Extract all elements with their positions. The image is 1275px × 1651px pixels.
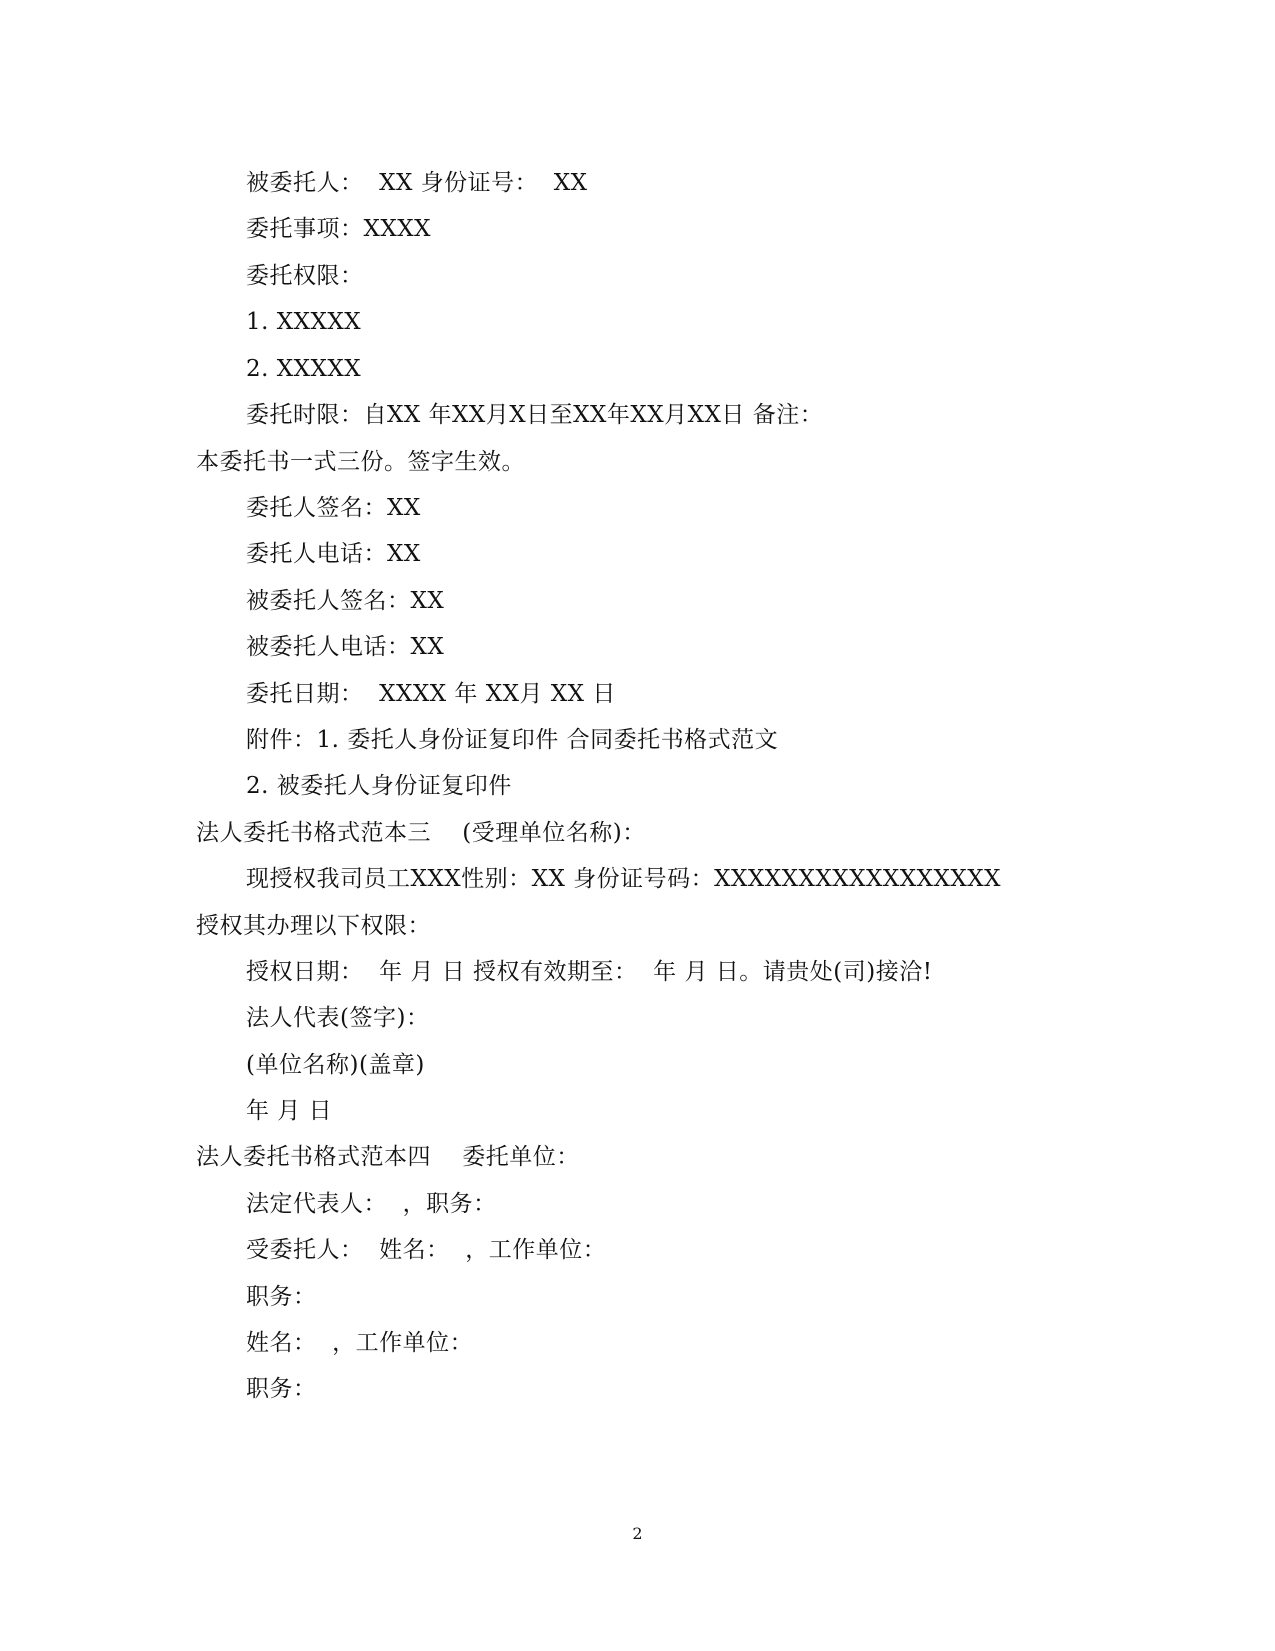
section-heading: 法人委托书格式范本四 委托单位： <box>196 1144 580 1170</box>
text-line: 2. 被委托人身份证复印件 <box>246 773 512 799</box>
section-heading: 法人委托书格式范本三 (受理单位名称)： <box>196 820 646 846</box>
text-line: 职务： <box>246 1376 317 1402</box>
text-line: 委托事项：XXXX <box>246 216 431 242</box>
text-line: 委托人电话：XX <box>246 541 421 567</box>
text-line: 职务： <box>246 1284 317 1310</box>
text-line: 1. XXXXX <box>246 309 362 335</box>
text-line: 委托人签名：XX <box>246 495 421 521</box>
text-line: 附件：1. 委托人身份证复印件 合同委托书格式范文 <box>246 727 779 753</box>
text-line: 2. XXXXX <box>246 356 362 382</box>
text-line: 授权其办理以下权限： <box>196 913 431 939</box>
text-line: 年 月 日 <box>246 1098 333 1124</box>
text-line: 委托时限：自XX 年XX月X日至XX年XX月XX日 备注： <box>246 402 824 428</box>
text-line: 受委托人： 姓名： ，工作单位： <box>246 1237 607 1263</box>
page-number: 2 <box>632 1524 643 1543</box>
text-line: 被委托人电话：XX <box>246 634 445 660</box>
text-line: 现授权我司员工XXX性别：XX 身份证号码：XXXXXXXXXXXXXXXXX <box>246 866 1002 892</box>
text-line: 被委托人签名：XX <box>246 588 445 614</box>
text-line: 法定代表人： ，职务： <box>246 1191 497 1217</box>
text-line: 被委托人： XX 身份证号： XX <box>246 170 588 196</box>
text-line: 授权日期： 年 月 日 授权有效期至： 年 月 日。请贵处(司)接洽! <box>246 959 933 985</box>
text-line: 本委托书一式三份。签字生效。 <box>196 449 525 475</box>
text-line: 法人代表(签字)： <box>246 1005 430 1031</box>
text-line: 委托权限： <box>246 263 364 289</box>
text-line: 委托日期： XXXX 年 XX月 XX 日 <box>246 681 616 707</box>
text-line: 姓名： ，工作单位： <box>246 1330 474 1356</box>
text-line: (单位名称)(盖章) <box>246 1052 425 1078</box>
